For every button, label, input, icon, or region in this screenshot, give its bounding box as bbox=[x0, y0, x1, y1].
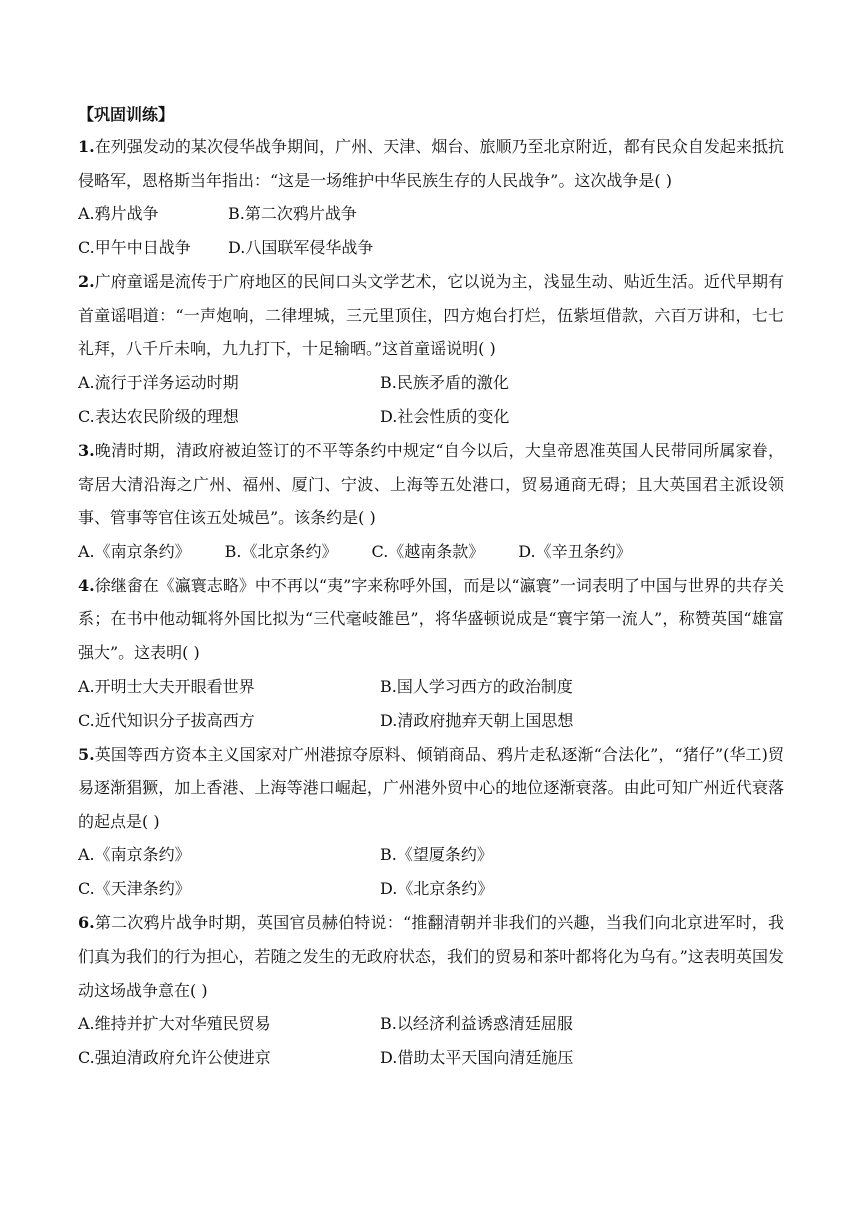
question-number: 1. bbox=[78, 137, 95, 156]
question-3-options bbox=[78, 535, 784, 569]
option-b: B.第二次鸦片战争 bbox=[228, 204, 357, 224]
option-d: D.社会性质的变化 bbox=[380, 406, 510, 426]
question-3 bbox=[78, 434, 784, 535]
option-d: D.清政府抛弃天朝上国思想 bbox=[380, 710, 574, 730]
question-6-options bbox=[78, 1007, 784, 1075]
question-1-options bbox=[78, 197, 784, 265]
option-b: B.民族矛盾的激化 bbox=[380, 372, 509, 392]
question-2-options bbox=[78, 366, 784, 434]
option-c: C.近代知识分子拔高西方 bbox=[78, 710, 255, 730]
option-c: C.甲午中日战争 bbox=[78, 238, 191, 258]
question-4 bbox=[78, 569, 784, 670]
option-c: C.表达农民阶级的理想 bbox=[78, 406, 239, 426]
option-c: C.强迫清政府允许公使进京 bbox=[78, 1048, 271, 1068]
option-b: B.《北京条约》 bbox=[224, 541, 338, 561]
question-6 bbox=[78, 906, 784, 1007]
question-4-options bbox=[78, 670, 784, 738]
question-text: 晚清时期，清政府被迫签订的不平等条约中规定“自今以后，大皇帝恩准英国人民带同所属家眷，寄居大清沿海之广州、福州、厦门、宁波、上海等五处港口，贸易通商无碍；且大英国君主派设领事、管事等官住该五处城邑”。该条约是( ) bbox=[78, 440, 784, 528]
option-d: D.《辛丑条约》 bbox=[518, 541, 632, 561]
option-d: D.借助太平天国向清廷施压 bbox=[380, 1048, 574, 1068]
section-title: 【巩固训练】 bbox=[78, 105, 175, 124]
question-1 bbox=[78, 130, 784, 197]
question-5-options bbox=[78, 838, 784, 906]
option-c: C.《天津条约》 bbox=[78, 879, 191, 899]
option-a: A.《南京条约》 bbox=[78, 845, 191, 865]
option-a: A.维持并扩大对华殖民贸易 bbox=[78, 1014, 271, 1034]
question-text: 第二次鸦片战争时期，英国官员赫伯特说：“推翻清朝并非我们的兴趣，当我们向北京进军时，我们真为我们的行为担心，若随之发生的无政府状态，我们的贸易和茶叶都将化为乌有。”这表明英国发动这场战争意在( ) bbox=[78, 913, 784, 1000]
question-text: 英国等西方资本主义国家对广州港掠夺原料、倾销商品、鸦片走私逐渐“合法化”，“猪仔”(华工)贸易逐渐猖獗，加上香港、上海等港口崛起，广州港外贸中心的地位逐渐衰落。由此可知广州近代衰落的起点是( ) bbox=[78, 744, 784, 831]
question-2 bbox=[78, 265, 784, 366]
question-number: 2. bbox=[78, 272, 95, 292]
option-d: D.《北京条约》 bbox=[380, 879, 494, 899]
question-text: 徐继畲在《瀛寰志略》中不再以“夷”字来称呼外国，而是以“瀛寰”一词表明了中国与世界的共存关系；在书中他动辄将外国比拟为“三代毫岐雒邑”，将华盛顿说成是“寰宇第一流人”，称赞英国“雄富强大”。这表明( ) bbox=[78, 575, 784, 662]
option-a: A.鸦片战争 bbox=[78, 204, 159, 224]
exercise-content bbox=[78, 100, 784, 1075]
question-number: 5. bbox=[78, 744, 95, 764]
option-b: B.以经济利益诱惑清廷屈服 bbox=[380, 1014, 573, 1034]
question-5 bbox=[78, 738, 784, 839]
option-b: B.国人学习西方的政治制度 bbox=[380, 676, 573, 696]
option-a: A.开明士大夫开眼看世界 bbox=[78, 676, 255, 696]
option-a: A.流行于洋务运动时期 bbox=[78, 372, 239, 392]
question-number: 3. bbox=[78, 440, 95, 460]
question-text: 广府童谣是流传于广府地区的民间口头文学艺术，它以说为主，浅显生动、贴近生活。近代早期有首童谣唱道：“一声炮响，二律埋城，三元里顶住，四方炮台打烂，伍紫垣借款，六百万讲和，七七礼拜，八千斤未响，九九打下，十足输晒。”这首童谣说明( ) bbox=[78, 272, 784, 359]
question-number: 4. bbox=[78, 575, 95, 595]
option-d: D.八国联军侵华战争 bbox=[228, 238, 374, 258]
option-c: C.《越南条款》 bbox=[371, 541, 485, 561]
option-a: A.《南京条约》 bbox=[78, 541, 191, 561]
question-number: 6. bbox=[78, 913, 95, 933]
option-b: B.《望厦条约》 bbox=[380, 845, 493, 865]
question-text: 在列强发动的某次侵华战争期间，广州、天津、烟台、旅顺乃至北京附近，都有民众自发起来抵抗侵略军，恩格斯当年指出：“这是一场维护中华民族生存的人民战争”。这次战争是( ) bbox=[78, 137, 784, 190]
